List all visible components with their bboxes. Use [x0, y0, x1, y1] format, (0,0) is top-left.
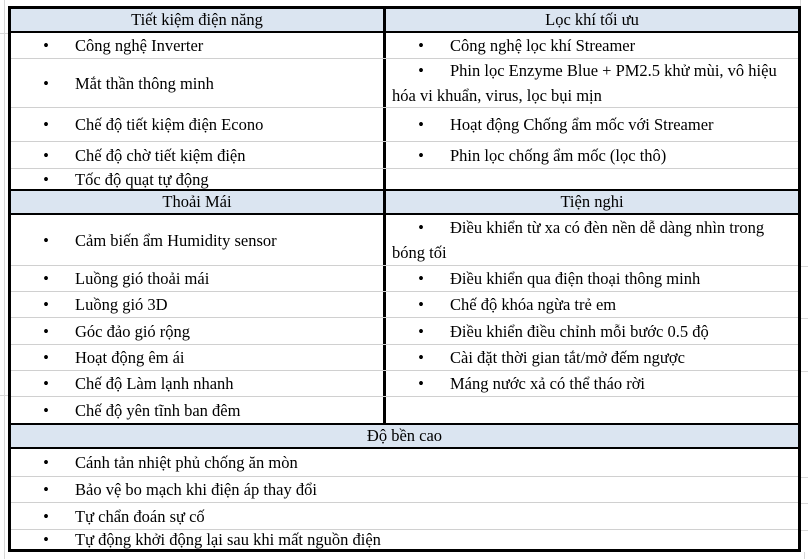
- feature-text: Luồng gió 3D: [75, 295, 168, 314]
- table-row: [11, 345, 798, 371]
- header-energy-saving: Tiết kiệm điện năng: [11, 9, 383, 31]
- section2-header-row: [11, 189, 798, 215]
- feature-item: [386, 319, 713, 344]
- feature-cell: [11, 215, 383, 265]
- feature-item: [11, 169, 213, 189]
- table-row: [11, 477, 798, 503]
- bullet-icon: •: [43, 480, 49, 499]
- feature-item: [11, 398, 244, 423]
- table-row: [11, 108, 798, 142]
- feature-cell: [11, 371, 383, 396]
- feature-text: Hoạt động êm ái: [75, 348, 185, 367]
- feature-cell: [11, 503, 798, 529]
- feature-item: [11, 477, 321, 502]
- table-row: [11, 449, 798, 477]
- feature-item: [386, 371, 649, 396]
- bullet-icon: •: [43, 506, 49, 526]
- bullet-icon: •: [43, 269, 49, 288]
- bullet-icon: •: [43, 530, 49, 549]
- table-row: [11, 371, 798, 397]
- background-gridline: [804, 552, 805, 559]
- table-row: [11, 142, 798, 169]
- feature-cell: [11, 59, 383, 107]
- table-row: [11, 59, 798, 108]
- feature-item: [11, 266, 213, 291]
- feature-text: Cánh tản nhiệt phủ chống ăn mòn: [75, 453, 298, 472]
- bullet-icon: •: [418, 115, 424, 134]
- feature-item: [11, 292, 172, 317]
- feature-item: [386, 33, 639, 58]
- feature-cell: [11, 449, 798, 476]
- bullet-icon: •: [418, 218, 424, 237]
- feature-cell: [11, 397, 383, 423]
- feature-cell: [11, 169, 383, 189]
- feature-cell: [383, 345, 798, 370]
- background-gridline: [801, 266, 808, 267]
- header-air-purification: Lọc khí tối ưu: [383, 9, 798, 31]
- bullet-icon: •: [418, 348, 424, 367]
- feature-item: [11, 530, 385, 549]
- bullet-icon: •: [43, 400, 49, 420]
- table-row: [11, 215, 798, 266]
- feature-cell: [11, 33, 383, 58]
- feature-text: Điều khiển từ xa có đèn nền dễ dàng nhìn trong bóng tối: [392, 218, 765, 262]
- bullet-icon: •: [418, 321, 424, 341]
- feature-cell: [383, 142, 798, 168]
- feature-cell: [11, 292, 383, 317]
- feature-item: [11, 504, 209, 529]
- bullet-icon: •: [418, 295, 424, 314]
- table-row: [11, 397, 798, 423]
- feature-item: [11, 345, 189, 370]
- feature-text: Chế độ chờ tiết kiệm điện: [75, 145, 246, 165]
- feature-item: [11, 319, 194, 344]
- bullet-icon: •: [43, 73, 49, 93]
- empty-cell: [383, 397, 798, 423]
- table-row: [11, 266, 798, 292]
- bullet-icon: •: [43, 453, 49, 472]
- feature-item: [11, 33, 207, 58]
- section1-header-row: [11, 9, 798, 33]
- feature-text: Luồng gió thoải mái: [75, 269, 210, 288]
- section3-header-row: [11, 423, 798, 449]
- bullet-icon: •: [43, 374, 49, 393]
- bullet-icon: •: [43, 295, 49, 314]
- feature-cell: [11, 318, 383, 344]
- bullet-icon: •: [418, 61, 424, 80]
- feature-item: [386, 266, 704, 291]
- background-gridline: [801, 503, 808, 504]
- bullet-icon: •: [43, 169, 49, 189]
- background-gridline: [0, 395, 8, 396]
- header-durability: Độ bền cao: [11, 425, 798, 447]
- background-gridline: [801, 530, 808, 531]
- features-table: [8, 6, 801, 552]
- feature-item: [11, 71, 218, 96]
- table-row: [11, 503, 798, 530]
- feature-text: Cảm biến ẩm Humidity sensor: [75, 230, 277, 250]
- feature-cell: [383, 318, 798, 344]
- feature-item: [11, 112, 267, 137]
- feature-cell: [383, 215, 798, 265]
- feature-cell: [11, 530, 798, 549]
- feature-text: Bảo vệ bo mạch khi điện áp thay đổi: [75, 480, 317, 499]
- bullet-icon: •: [418, 374, 424, 393]
- feature-text: Công nghệ lọc khí Streamer: [450, 36, 636, 55]
- background-gridline: [4, 0, 5, 559]
- bullet-icon: •: [43, 115, 49, 134]
- feature-cell: [11, 477, 798, 502]
- table-row: [11, 318, 798, 345]
- feature-text: Cài đặt thời gian tắt/mở đếm ngược: [450, 348, 685, 367]
- background-gridline: [801, 371, 808, 372]
- table-row: [11, 530, 798, 549]
- feature-text: Chế độ tiết kiệm điện Econo: [75, 115, 264, 134]
- feature-text: Chế độ yên tĩnh ban đêm: [75, 400, 241, 420]
- feature-text: Tự động khởi động lại sau khi mất nguồn điện: [75, 530, 381, 549]
- feature-item: [386, 59, 798, 107]
- feature-text: Tốc độ quạt tự động: [75, 169, 209, 189]
- bullet-icon: •: [418, 269, 424, 288]
- empty-cell: [383, 169, 798, 189]
- table-row: [11, 33, 798, 59]
- background-gridline: [0, 33, 8, 34]
- feature-text: Điều khiển qua điện thoại thông minh: [450, 269, 701, 288]
- feature-cell: [383, 292, 798, 317]
- feature-item: [386, 215, 798, 265]
- header-comfort: Thoải Mái: [11, 191, 383, 213]
- bullet-icon: •: [418, 145, 424, 165]
- feature-text: Hoạt động Chống ẩm mốc với Streamer: [450, 115, 714, 134]
- feature-cell: [383, 108, 798, 141]
- feature-cell: [11, 108, 383, 141]
- feature-text: Tự chẩn đoán sự cố: [75, 506, 205, 526]
- feature-text: Chế độ Làm lạnh nhanh: [75, 374, 234, 393]
- background-gridline: [801, 318, 808, 319]
- bullet-icon: •: [418, 36, 424, 55]
- feature-cell: [383, 371, 798, 396]
- feature-text: Phin lọc chống ẩm mốc (lọc thô): [450, 145, 667, 165]
- feature-item: [11, 228, 281, 253]
- bullet-icon: •: [43, 36, 49, 55]
- feature-item: [386, 143, 670, 168]
- feature-item: [11, 371, 238, 396]
- feature-cell: [11, 345, 383, 370]
- bullet-icon: •: [43, 321, 49, 341]
- header-convenience: Tiện nghi: [383, 191, 798, 213]
- feature-text: Điều khiển điều chỉnh mỗi bước 0.5 độ: [450, 321, 709, 341]
- feature-text: Góc đảo gió rộng: [75, 321, 191, 341]
- feature-cell: [11, 142, 383, 168]
- background-gridline: [801, 477, 808, 478]
- feature-item: [386, 292, 620, 317]
- bullet-icon: •: [43, 145, 49, 165]
- bullet-icon: •: [43, 230, 49, 250]
- feature-item: [11, 450, 302, 475]
- feature-text: Mắt thần thông minh: [75, 73, 214, 93]
- feature-text: Máng nước xả có thể tháo rời: [450, 374, 646, 393]
- feature-text: Chế độ khóa ngừa trẻ em: [450, 295, 617, 314]
- feature-text: Công nghệ Inverter: [75, 36, 204, 55]
- feature-cell: [383, 59, 798, 107]
- bullet-icon: •: [43, 348, 49, 367]
- table-row: [11, 292, 798, 318]
- feature-item: [386, 345, 689, 370]
- table-row: [11, 169, 798, 189]
- feature-item: [11, 143, 249, 168]
- feature-cell: [383, 266, 798, 291]
- feature-text: Phin lọc Enzyme Blue + PM2.5 khử mùi, vô hiệu hóa vi khuẩn, virus, lọc bụi mịn: [392, 61, 777, 105]
- feature-item: [386, 112, 718, 137]
- feature-cell: [11, 266, 383, 291]
- feature-cell: [383, 33, 798, 58]
